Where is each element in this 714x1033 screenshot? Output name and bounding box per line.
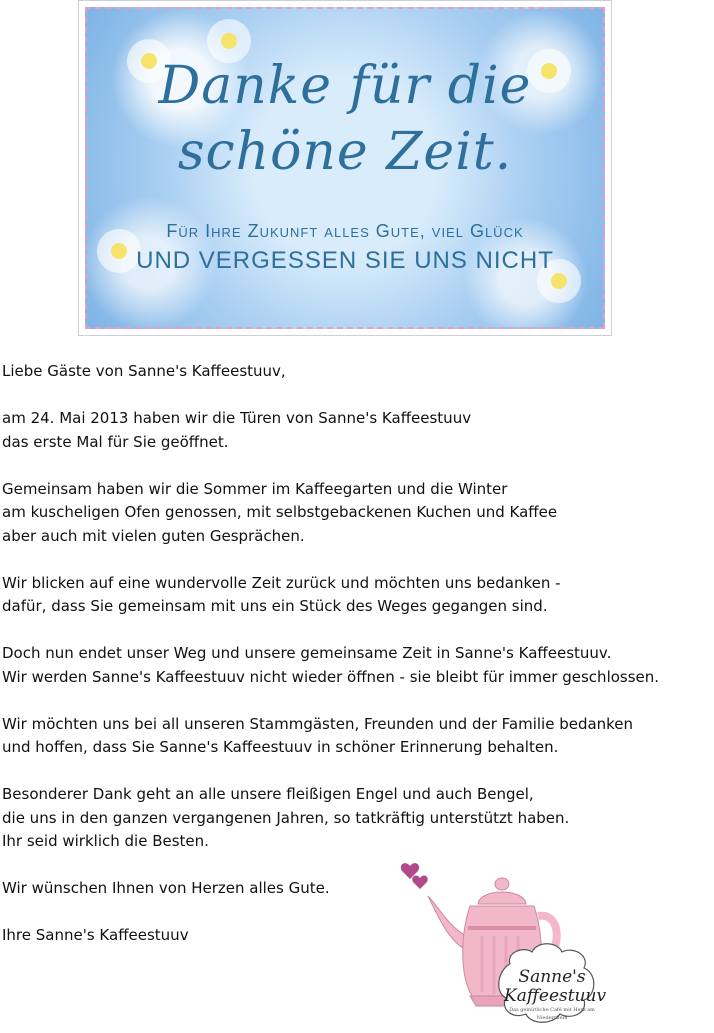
letter-greeting: Liebe Gäste von Sanne's Kaffeestuuv, (2, 362, 286, 380)
banner-image (85, 7, 605, 329)
letter-paragraph: am 24. Mai 2013 haben wir die Türen von Sanne's Kaffeestuuv das erste Mal für Sie geöffnet. (2, 409, 472, 451)
heart-icon (412, 875, 427, 889)
letter-paragraph: Gemeinsam haben wir die Sommer im Kaffeegarten und die Winter am kuscheligen Ofen genossen, mit selbstgebackenen Kuchen und Kaffee aber auch mit vielen guten Gesprächen. (2, 479, 558, 545)
farewell-banner (78, 0, 612, 336)
kaffeestuuv-logo (398, 856, 608, 1031)
logo-name-line1: Sanne's (518, 967, 586, 987)
banner-subtitle-1: Für Ihre Zukunft alles Gute, viel Glück (166, 221, 524, 241)
flower-center (551, 273, 567, 289)
letter-paragraph: Wir möchten uns bei all unseren Stammgästen, Freunden und der Familie bedanken und hoffen, dass Sie Sanne's Kaffeestuuv in schöner Erinnerung behalten. (2, 714, 634, 756)
logo-name-line2: Kaffeestuuv (504, 986, 607, 1006)
flower-center (221, 33, 237, 49)
banner-title (87, 53, 603, 185)
letter-paragraph: Doch nun endet unser Weg und unsere gemeinsame Zeit in Sanne's Kaffeestuuv. Wir werden Sanne's Kaffeestuuv nicht wieder öffnen - sie bleibt für immer geschlossen. (2, 644, 660, 686)
letter-paragraph: Besonderer Dank geht an alle unsere fleißigen Engel und auch Bengel, die uns in den ganzen vergangenen Jahren, so tatkräftig unterstützt haben. Ihr seid wirklich die Besten. (2, 785, 570, 850)
logo-tagline: Das gemütliche Café mit Herz am Niederrhein (509, 1007, 595, 1021)
logo-text (504, 967, 607, 1022)
letter-paragraph: Wir blicken auf eine wundervolle Zeit zurück und möchten uns bedanken - dafür, dass Sie gemeinsam mit uns ein Stück des Weges gegangen sind. (2, 573, 561, 615)
banner-title-line1: Danke für die (158, 56, 532, 116)
banner-subtitle-2: UND VERGESSEN SIE UNS NICHT (136, 247, 554, 274)
letter-paragraph: Wir wünschen Ihnen von Herzen alles Gute. (2, 879, 330, 897)
letter-signature: Ihre Sanne's Kaffeestuuv (2, 926, 189, 944)
banner-title-line2: schöne Zeit. (177, 122, 513, 182)
